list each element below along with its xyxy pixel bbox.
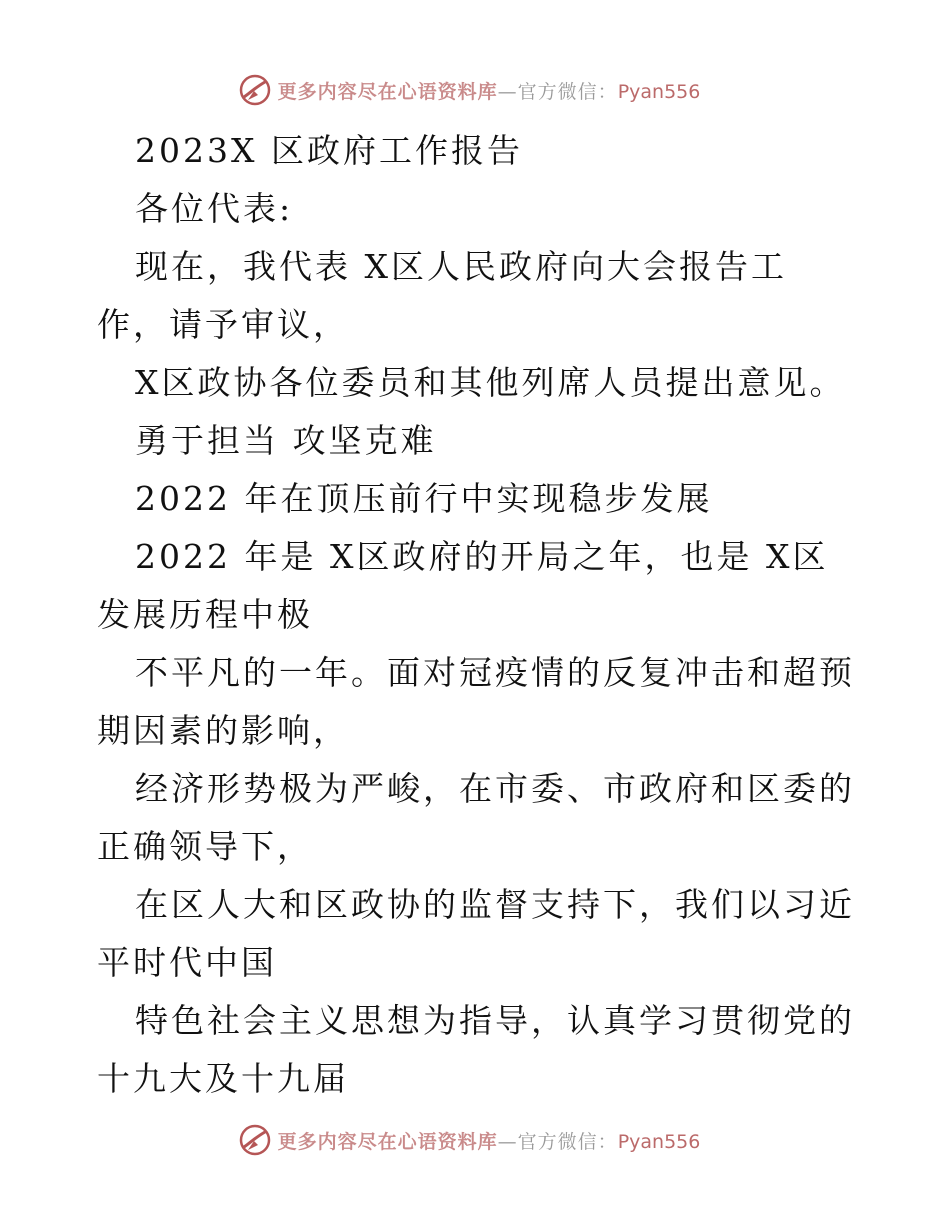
paragraph: 2022 年是 X区政府的开局之年，也是 X区发展历程中极 [97, 537, 829, 634]
salutation: 各位代表: [135, 189, 294, 228]
watermark-text [278, 1127, 701, 1154]
watermark-dash: — [497, 80, 518, 103]
document-body [97, 122, 857, 1108]
watermark-id: Pyan556 [617, 80, 701, 103]
section-subheading: 2022 年在顶压前行中实现稳步发展 [135, 479, 713, 518]
watermark-sub: 官方微信： [517, 1130, 618, 1153]
document-title: 2023X 区政府工作报告 [135, 131, 523, 170]
footer-watermark [0, 1120, 950, 1160]
section-heading: 勇于担当 攻坚克难 [135, 421, 437, 460]
pen-seal-logo [238, 73, 272, 107]
watermark-sub: 官方微信： [517, 80, 618, 103]
paragraph: X区政协各位委员和其他列席人员提出意见。 [135, 363, 846, 402]
watermark-id: Pyan556 [617, 1130, 701, 1153]
header-watermark [0, 70, 950, 110]
paragraph: 在区人大和区政协的监督支持下，我们以习近平时代中国 [97, 885, 855, 982]
pen-seal-logo [238, 1123, 272, 1157]
watermark-dash: — [497, 1130, 518, 1153]
paragraph: 经济形势极为严峻，在市委、市政府和区委的正确领导下， [97, 769, 855, 866]
paragraph: 特色社会主义思想为指导，认真学习贯彻党的十九大及十九届 [97, 1001, 855, 1098]
watermark-main: 更多内容尽在心语资料库 [277, 1130, 498, 1153]
paragraph: 不平凡的一年。面对冠疫情的反复冲击和超预期因素的影响， [97, 653, 855, 750]
watermark-text [278, 77, 701, 104]
paragraph: 现在，我代表 X区人民政府向大会报告工作，请予审议， [97, 247, 787, 344]
watermark-main: 更多内容尽在心语资料库 [277, 80, 498, 103]
